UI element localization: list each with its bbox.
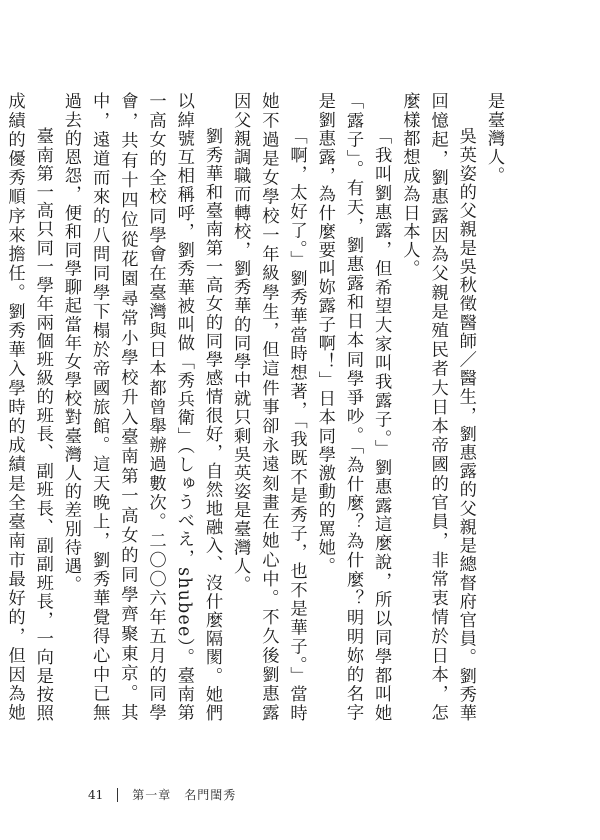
- footer-divider: [117, 788, 118, 802]
- vertical-text-body: [0, 92, 508, 722]
- paragraph: 劉秀華和臺南第一高女的同學感情很好，自然地融入、沒什麼隔閡。她們以綽號互相稱呼，劉秀華被叫做「秀兵衛」（しゅうべえ，shubee）。臺南第一高女的全校同學會在臺灣與日本都曾舉辦過數次。二〇〇六年五月的同學會，共有十四位從花園尋常小學校升入臺南第一高女的同學齊聚東京。其中，遠道而來的八問同學下榻於帝國旅館。這天晚上，劉秀華覺得心中已無過去的恩怨，便和同學聊起當年女學校對臺灣人的差別待遇。: [60, 92, 222, 722]
- chapter-title: 第一章 名門閨秀: [132, 788, 237, 802]
- page-number: 41: [88, 787, 104, 802]
- paragraph: 「我叫劉惠露，但希望大家叫我露子。」劉惠露這麼說，所以同學都叫她「露子」。有天，劉惠露和日本同學爭吵。「為什麼？為什麼？明明妳的名字是劉惠露，為什麼要叫妳露子啊！」日本同學激動的罵她。: [314, 92, 392, 722]
- page-footer: [88, 786, 236, 803]
- paragraph: 吳英姿的父親是吳秋徵醫師／醫生，劉惠露的父親是總督府官員。劉秀華回憶起，劉惠露因為父親是殖民者大日本帝國的官員，非常衷情於日本，怎麼樣都想成為日本人。: [399, 92, 476, 722]
- paragraph: 「啊，太好了。」劉秀華當時想著，「我既不是秀子，也不是華子。」當時她不過是女學校一年級學生，但這件事卻永遠刻畫在她心中。不久後劉惠露因父親調職而轉校，劉秀華的同學中就只剩吳英姿是臺灣人。: [230, 92, 307, 722]
- paragraph: 是臺灣人。: [484, 92, 504, 185]
- paragraph: 臺南第一高只同一學年兩個班級的班長、副班長、副副班長，一向是按照成績的優秀順序來擔任。劉秀華入學時的成績是全臺南市最好的，但因為她: [4, 92, 53, 722]
